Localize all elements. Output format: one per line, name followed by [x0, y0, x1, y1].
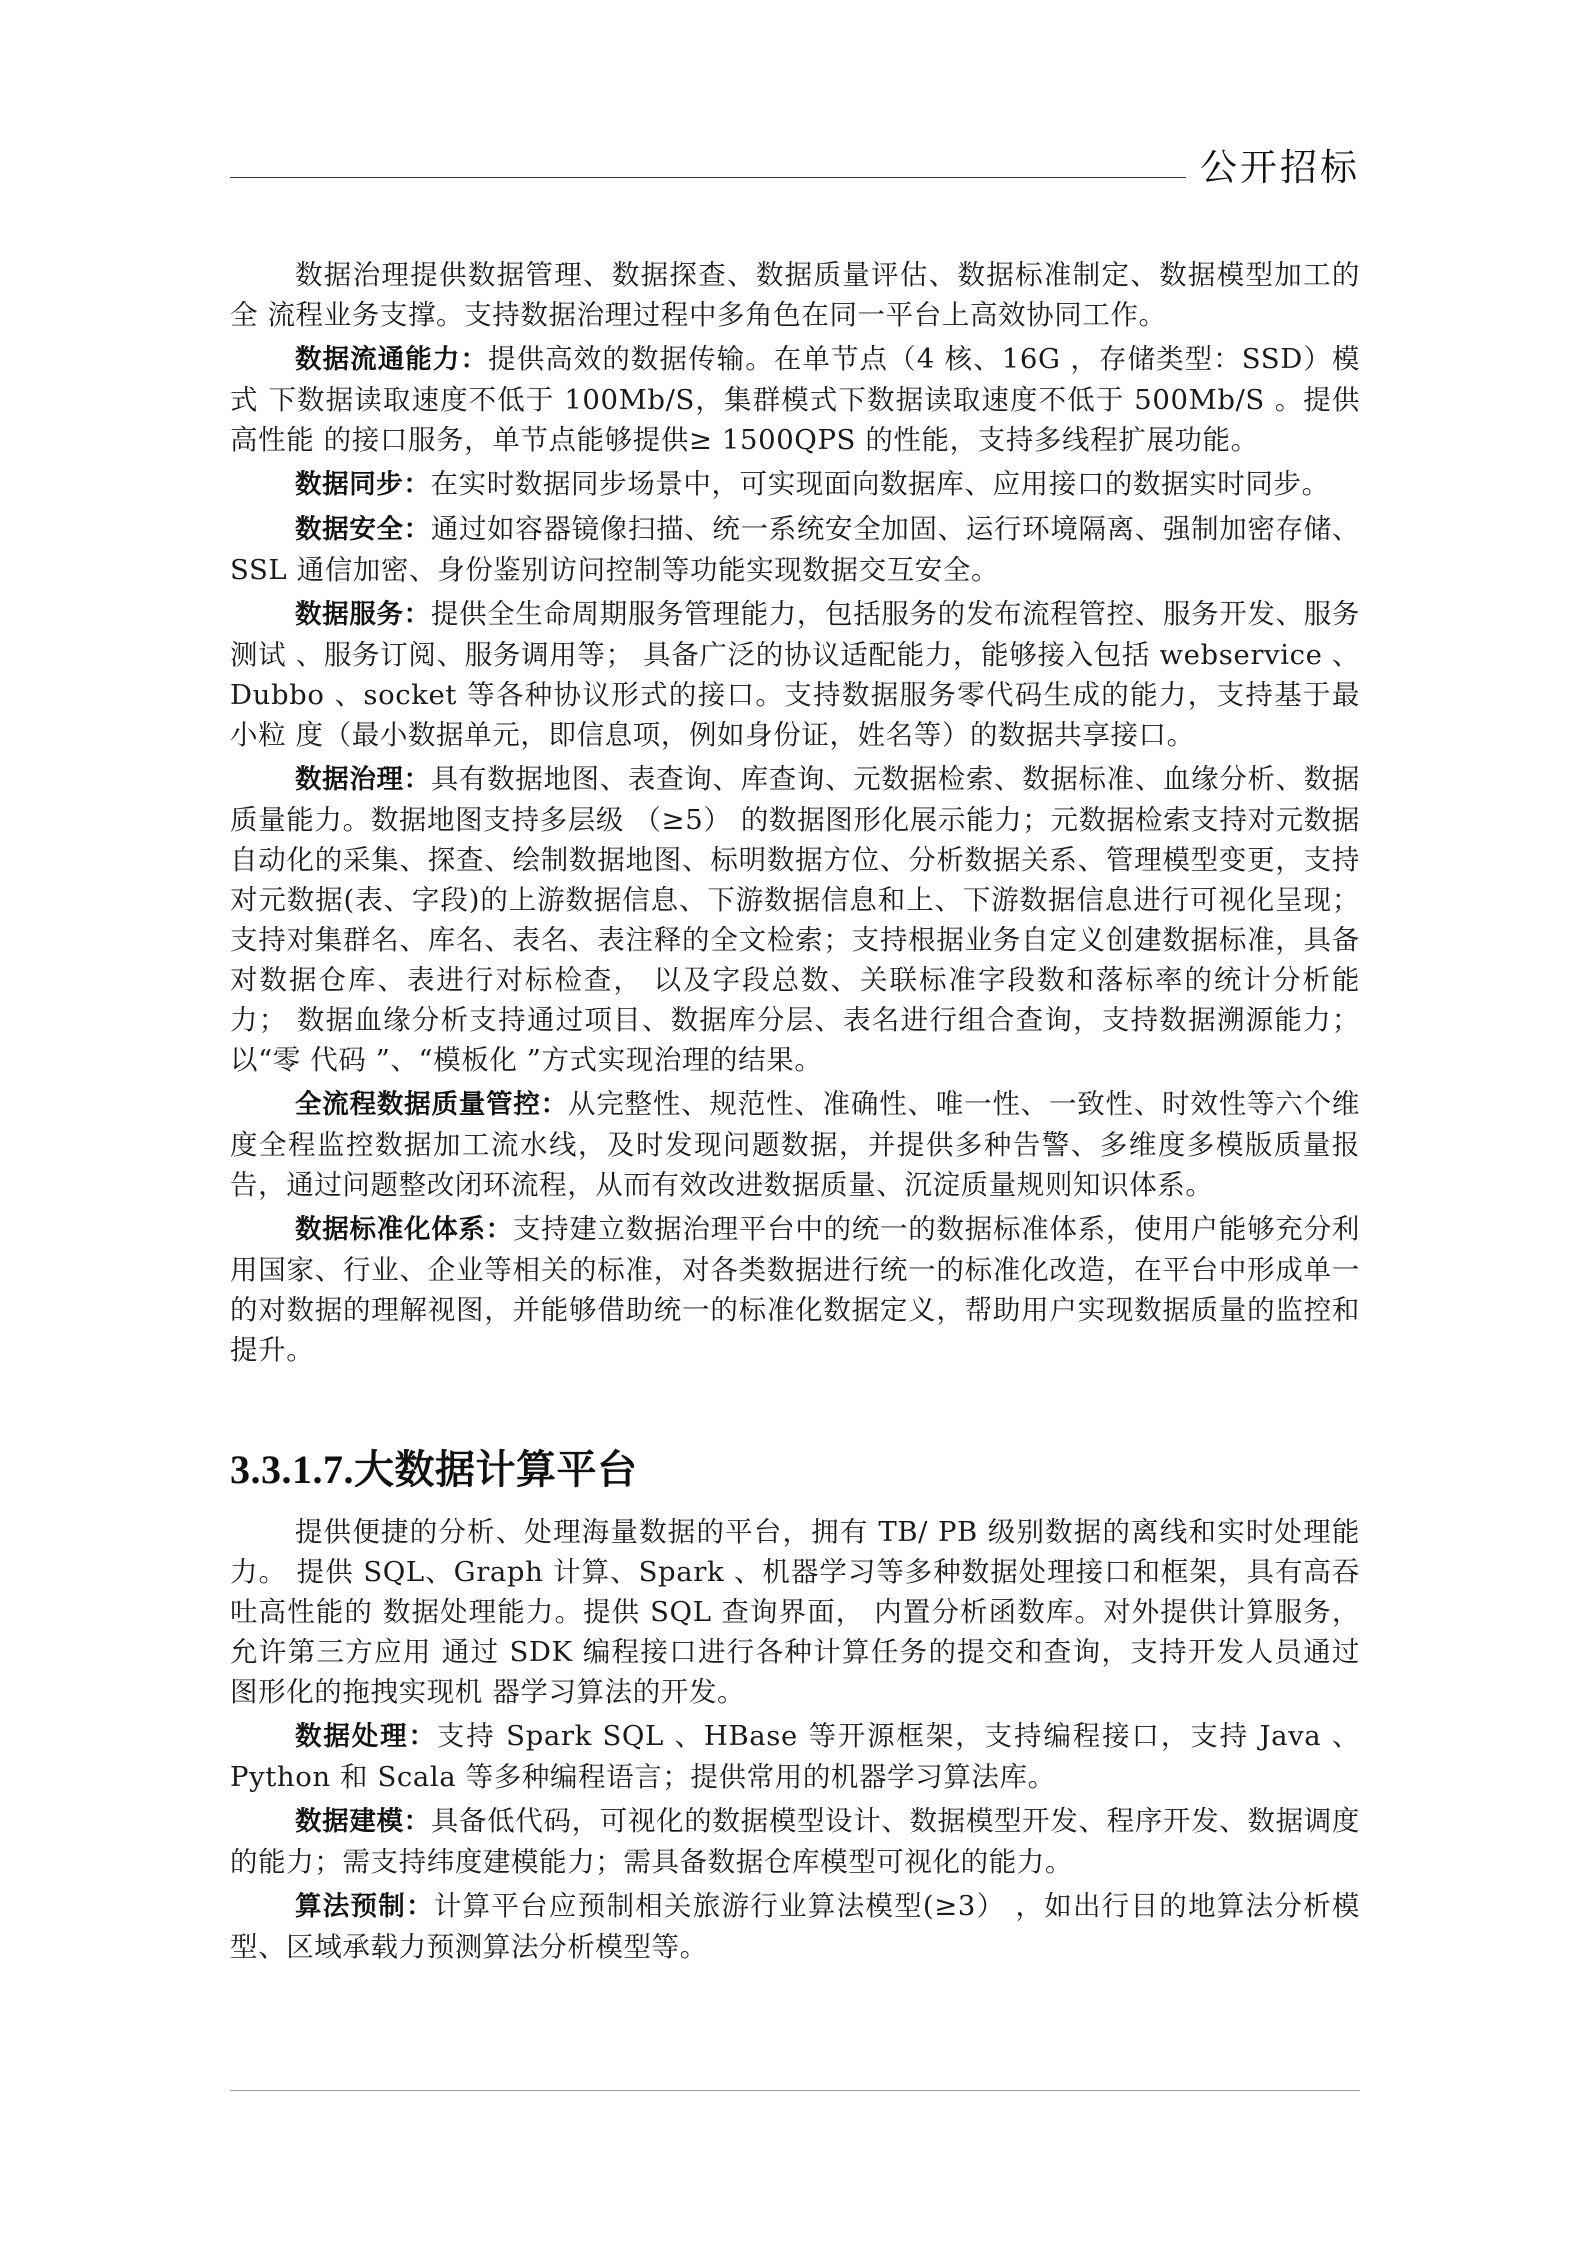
paragraph-label: 数据服务： [295, 599, 431, 630]
paragraph-standardization [230, 1209, 1360, 1370]
paragraph-text: 支持建立数据治理平台中的统一的数据标准体系，使用户能够充分利 用国家、行业、企业等相关的标准，对各类数据进行统一的标准化改造，在平台中形成单一 的对数据的理解视图，并能够借助统一的标准化数据定义，帮助用户实现数据质量的监控和 提升。 [230, 1213, 1360, 1366]
paragraph-text: 计算平台应预制相关旅游行业算法模型(≥3） ，如出行目的地算法分析模 型、区域承载力预测算法分析模型等。 [230, 1890, 1361, 1963]
paragraph-label: 数据建模： [295, 1806, 431, 1837]
paragraph-label: 算法预制： [295, 1891, 434, 1922]
paragraph-text: 具有数据地图、表查询、库查询、元数据检索、数据标准、血缘分析、数据 质量能力。数据地图支持多层级 （≥5） 的数据图形化展示能力；元数据检索支持对元数据 自动化的采集、探查、绘制数据地图、标明数据方位、分析数据关系、管理模型变更，支持 对元数据(表、字段)的上游数据信息、下游数据信息和上、下游数据信息进行可视化呈现； 支持对集群名、库名、表名、表注释的全文检索；支持根据业务自定义创建数据标准，具备 对数据仓库、表进行对标检查， 以及字段总数、关联标准字段数和落标率的统计分析能力； 数据血缘分析支持通过项目、数据库分层、表名进行组合查询，支持数据溯源能力； 以“零 代码 ”、“模板化 ”方式实现治理的结果。 [230, 763, 1361, 1076]
paragraph-text: 提供高效的数据传输。在单节点（4 核、16G ，存储类型：SSD）模式 下数据读取速度不低于 100Mb/S，集群模式下数据读取速度不低于 500Mb/S 。提供高性能 的接口服务，单节点能够提供≥ 1500QPS 的性能，支持多线程扩展功能。 [230, 343, 1360, 456]
paragraph-label: 数据治理： [295, 764, 431, 795]
section-heading: 3.3.1.7.大数据计算平台 [230, 1447, 638, 1492]
paragraph-label: 数据流通能力： [295, 344, 489, 375]
paragraph-text: 通过如容器镜像扫描、统一系统安全加固、运行环境隔离、强制加密存储、 SSL 通信加密、身份鉴别访问控制等功能实现数据交互安全。 [230, 513, 1361, 586]
paragraph-text: 在实时数据同步场景中，可实现面向数据库、应用接口的数据实时同步。 [430, 468, 1330, 500]
footer-divider [230, 2090, 1360, 2091]
paragraph-data-modeling [230, 1801, 1360, 1882]
paragraph-quality-control [230, 1084, 1360, 1205]
paragraph-text: 提供便捷的分析、处理海量数据的平台，拥有 TB/ PB 级别数据的离线和实时处理能力。 提供 SQL、Graph 计算、Spark 、机器学习等多种数据处理接口和框架，具有高吞吐高性能的 数据处理能力。提供 SQL 查询界面， 内置分析函数库。对外提供计算服务，允许第三方应用 通过 SDK 编程接口进行各种计算任务的提交和查询，支持开发人员通过图形化的拖拽实现机 器学习算法的开发。 [230, 1516, 1360, 1708]
paragraph-data-service [230, 594, 1360, 755]
paragraph-text: 具备低代码，可视化的数据模型设计、数据模型开发、程序开发、数据调度 的能力；需支持纬度建模能力；需具备数据仓库模型可视化的能力。 [230, 1805, 1361, 1878]
paragraph-data-security [230, 509, 1360, 590]
paragraph-algorithm-preset [230, 1886, 1360, 1967]
paragraph-data-governance [230, 759, 1360, 1080]
paragraph-label: 数据处理： [295, 1721, 437, 1752]
header-title: 公开招标 [1186, 146, 1360, 190]
paragraph-data-circulation [230, 339, 1360, 460]
paragraph-label: 数据标准化体系： [295, 1214, 513, 1245]
paragraph-compute-platform-intro [230, 1512, 1360, 1712]
document-body [230, 255, 1360, 1971]
paragraph-text: 从完整性、规范性、准确性、唯一性、一致性、时效性等六个维 度全程监控数据加工流水线，及时发现问题数据，并提供多种告警、多维度多模版质量报 告，通过问题整改闭环流程，从而有效改进数据质量、沉淀质量规则知识体系。 [230, 1088, 1360, 1201]
paragraph-text: 支持 Spark SQL 、HBase 等开源框架，支持编程接口，支持 Java 、Python 和 Scala 等多种编程语言；提供常用的机器学习算法库。 [230, 1720, 1361, 1793]
page-header [230, 144, 1360, 190]
paragraph-label: 全流程数据质量管控： [295, 1089, 568, 1120]
paragraph-data-governance-intro [230, 255, 1360, 335]
paragraph-data-sync [230, 464, 1360, 505]
paragraph-text: 提供全生命周期服务管理能力，包括服务的发布流程管控、服务开发、服务 测试 、服务订阅、服务调用等； 具备广泛的协议适配能力，能够接入包括 webservice 、 Dubbo 、socket 等各种协议形式的接口。支持数据服务零代码生成的能力，支持基于最小粒 度（最小数据单元，即信息项，例如身份证，姓名等）的数据共享接口。 [230, 598, 1361, 751]
paragraph-data-processing [230, 1716, 1360, 1797]
paragraph-label: 数据同步： [295, 469, 431, 500]
paragraph-text: 数据治理提供数据管理、数据探查、数据质量评估、数据标准制定、数据模型加工的全 流程业务支撑。支持数据治理过程中多角色在同一平台上高效协同工作。 [230, 259, 1360, 331]
paragraph-label: 数据安全： [295, 514, 431, 545]
